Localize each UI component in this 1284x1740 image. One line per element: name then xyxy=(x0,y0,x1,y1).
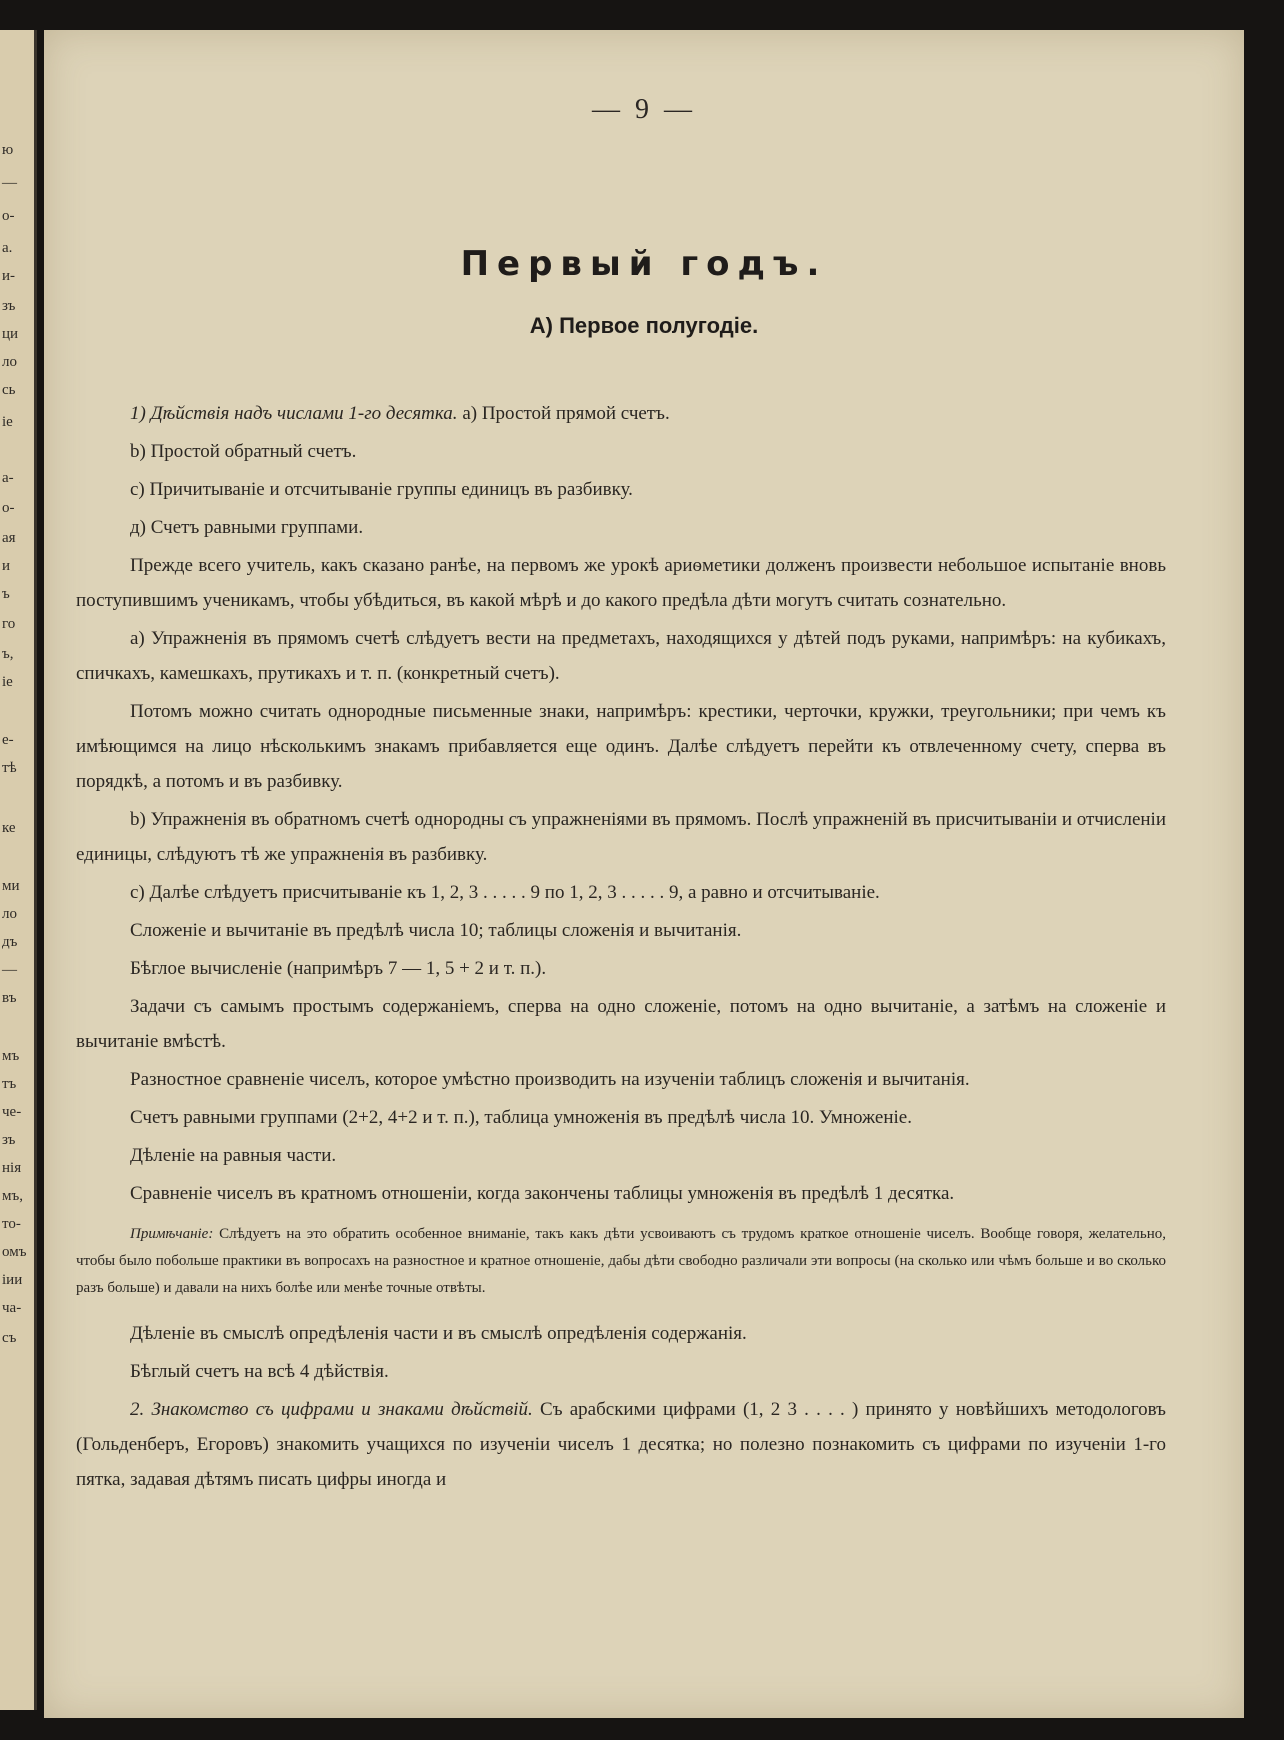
paragraph xyxy=(76,396,1166,431)
fragment-text: ке xyxy=(2,820,16,836)
fragment-text: тѣ xyxy=(2,760,17,776)
fragment-text: — xyxy=(2,962,17,978)
fragment-text: іии xyxy=(2,1272,23,1288)
paragraph-text: а) Простой прямой счетъ. xyxy=(457,403,670,424)
book-page xyxy=(44,30,1244,1718)
fragment-text: то- xyxy=(2,1216,21,1232)
fragment-text: го xyxy=(2,616,16,632)
fragment-text: зъ xyxy=(2,298,16,314)
paragraph xyxy=(76,913,1166,948)
fragment-text: ю xyxy=(2,142,14,158)
fragment-text: и- xyxy=(2,268,16,284)
paragraph xyxy=(76,1316,1166,1351)
page-number: — 9 — xyxy=(592,94,696,125)
fragment-text: о- xyxy=(2,500,15,516)
fragment-text: въ xyxy=(2,990,17,1006)
paragraph-text: c) Далѣе слѣдуетъ присчитываніе къ 1, 2, 3 . . . . . 9 по 1, 2, 3 . . . . . 9, а равно и отсчитываніе. xyxy=(130,882,880,903)
fragment-text: ло xyxy=(2,906,17,922)
paragraph xyxy=(76,1392,1166,1497)
paragraph-text: а) Упражненія въ прямомъ счетѣ слѣдуетъ вести на предметахъ, находящихся у дѣтей подъ руками, напримѣръ: на кубикахъ, спичкахъ, камешкахъ, прутикахъ и т. п. (конкретный счетъ). xyxy=(76,628,1166,684)
paragraph xyxy=(76,1176,1166,1211)
paragraph-text: д) Счетъ равными группами. xyxy=(130,517,364,538)
paragraph xyxy=(76,951,1166,986)
fragment-text: дъ xyxy=(2,934,18,950)
note-paragraph xyxy=(76,1221,1166,1302)
fragment-text: ъ, xyxy=(2,646,14,662)
paragraph-text: b) Простой обратный счетъ. xyxy=(130,441,357,462)
fragment-text: іе xyxy=(2,674,13,690)
fragment-text: мъ xyxy=(2,1048,20,1064)
paragraph xyxy=(76,802,1166,872)
fragment-text: сь xyxy=(2,382,16,398)
paragraph xyxy=(76,1100,1166,1135)
fragment-text: мъ, xyxy=(2,1188,23,1204)
italic-heading: 2. Знакомство съ цифрами и знаками дѣйствій. xyxy=(130,1399,533,1420)
italic-heading: Примѣчаніе: xyxy=(130,1226,214,1242)
fragment-text: че- xyxy=(2,1104,22,1120)
paragraph-text: Потомъ можно считать однородные письменные знаки, напримѣръ: крестики, черточки, кружки, треугольники; при чемъ къ имѣющимся на лицо нѣсколькимъ знакамъ прибавляется еще одинъ. Далѣе слѣдуетъ перейти къ отвлеченному счету, сперва въ порядкѣ, а потомъ и въ разбивку. xyxy=(76,701,1166,792)
fragment-text: омъ xyxy=(2,1244,27,1260)
paragraph-text: b) Упражненія въ обратномъ счетѣ однородны съ упражненіями въ прямомъ. Послѣ упражненій въ присчитываніи и отчисленіи единицы, слѣдуютъ тѣ же упражненія въ разбивку. xyxy=(76,809,1166,865)
paragraph xyxy=(76,548,1166,618)
paragraph xyxy=(76,434,1166,469)
fragment-text: и xyxy=(2,558,11,574)
section-subtitle: А) Первое полугодіе. xyxy=(529,313,759,338)
paragraph xyxy=(76,875,1166,910)
paragraph xyxy=(76,1138,1166,1173)
paragraph-text: Счетъ равными группами (2+2, 4+2 и т. п.), таблица умноженія въ предѣлѣ числа 10. Умноженіе. xyxy=(130,1107,912,1128)
paragraph xyxy=(76,989,1166,1059)
fragment-text: тъ xyxy=(2,1076,17,1092)
paragraph xyxy=(76,472,1166,507)
italic-heading: 1) Дѣйствія надъ числами 1-го десятка. xyxy=(130,403,458,424)
fragment-text: о- xyxy=(2,208,15,224)
chapter-title: Первый годъ. xyxy=(460,244,828,284)
paragraph xyxy=(76,1062,1166,1097)
paragraph xyxy=(76,1354,1166,1389)
paragraph-text: Бѣглый счетъ на всѣ 4 дѣйствія. xyxy=(130,1361,389,1382)
fragment-text: а- xyxy=(2,470,14,486)
paragraph-text: Дѣленіе на равныя части. xyxy=(130,1145,337,1166)
fragment-text: е- xyxy=(2,732,14,748)
paragraph-text: Дѣленіе въ смыслѣ опредѣленія части и въ смыслѣ опредѣленія содержанія. xyxy=(130,1323,747,1344)
paragraph-text: Прежде всего учитель, какъ сказано ранѣе, на первомъ же урокѣ ариѳметики долженъ произвести небольшое испытаніе вновь поступившимъ ученикамъ, чтобы убѣдиться, въ какой мѣрѣ и до какого предѣла дѣти могутъ считать сознательно. xyxy=(76,555,1166,611)
fragment-text: ъ xyxy=(2,586,10,602)
fragment-text: іе xyxy=(2,414,13,430)
fragment-text: зъ xyxy=(2,1132,16,1148)
paragraph-text: Сравненіе чиселъ въ кратномъ отношеніи, когда закончены таблицы умноженія въ предѣлѣ 1 десятка. xyxy=(130,1183,955,1204)
paragraph-text: Сложеніе и вычитаніе въ предѣлѣ числа 10; таблицы сложенія и вычитанія. xyxy=(130,920,742,941)
paragraph xyxy=(76,694,1166,799)
paragraph xyxy=(76,621,1166,691)
paragraph-text: Бѣглое вычисленіе (напримѣръ 7 — 1, 5 + 2 и т. п.). xyxy=(130,958,547,979)
paragraph-text: c) Причитываніе и отсчитываніе группы единицъ въ разбивку. xyxy=(130,479,633,500)
paragraph-text: Задачи съ самымъ простымъ содержаніемъ, сперва на одно сложеніе, потомъ на одно вычитаніе, а затѣмъ на сложеніе и вычитаніе вмѣстѣ. xyxy=(76,996,1166,1052)
fragment-text: ло xyxy=(2,354,17,370)
fragment-text: ци xyxy=(2,326,19,342)
paragraph-text: Разностное сравненіе чиселъ, которое умѣстно производить на изученіи таблицъ сложенія и вычитанія. xyxy=(130,1069,970,1090)
fragment-text: ая xyxy=(2,530,16,546)
fragment-text: нія xyxy=(2,1160,22,1176)
page-body xyxy=(76,396,1166,1500)
paragraph xyxy=(76,510,1166,545)
fragment-text: а. xyxy=(2,240,13,256)
fragment-text: — xyxy=(2,175,17,191)
fragment-text: съ xyxy=(2,1330,17,1346)
fragment-text: ча- xyxy=(2,1300,22,1316)
paragraph-text: Съ арабскими цифрами (1, 2 3 . . . . ) принято у новѣйшихъ методологовъ (Гольденберъ, Егоровъ) знакомить учащихся по изученіи чиселъ 1 десятка; но полезно познакомить съ цифрами по изученіи 1-го пятка, задавая дѣтямъ писать цифры иногда и xyxy=(76,1399,1166,1490)
adjacent-page-edge xyxy=(0,30,37,1710)
fragment-text: ми xyxy=(2,878,20,894)
paragraph-text: Слѣдуетъ на это обратить особенное вниманіе, такъ какъ дѣти усвоиваютъ съ трудомъ краткое отношеніе чиселъ. Вообще говоря, желательно, чтобы было побольше практики въ вопросахъ на разностное и кратное отношеніе, дабы дѣти свободно различали эти вопросы (на сколько или чѣмъ больше и во сколько разъ больше) и давали на нихъ болѣе или менѣе точные отвѣты. xyxy=(76,1226,1166,1296)
